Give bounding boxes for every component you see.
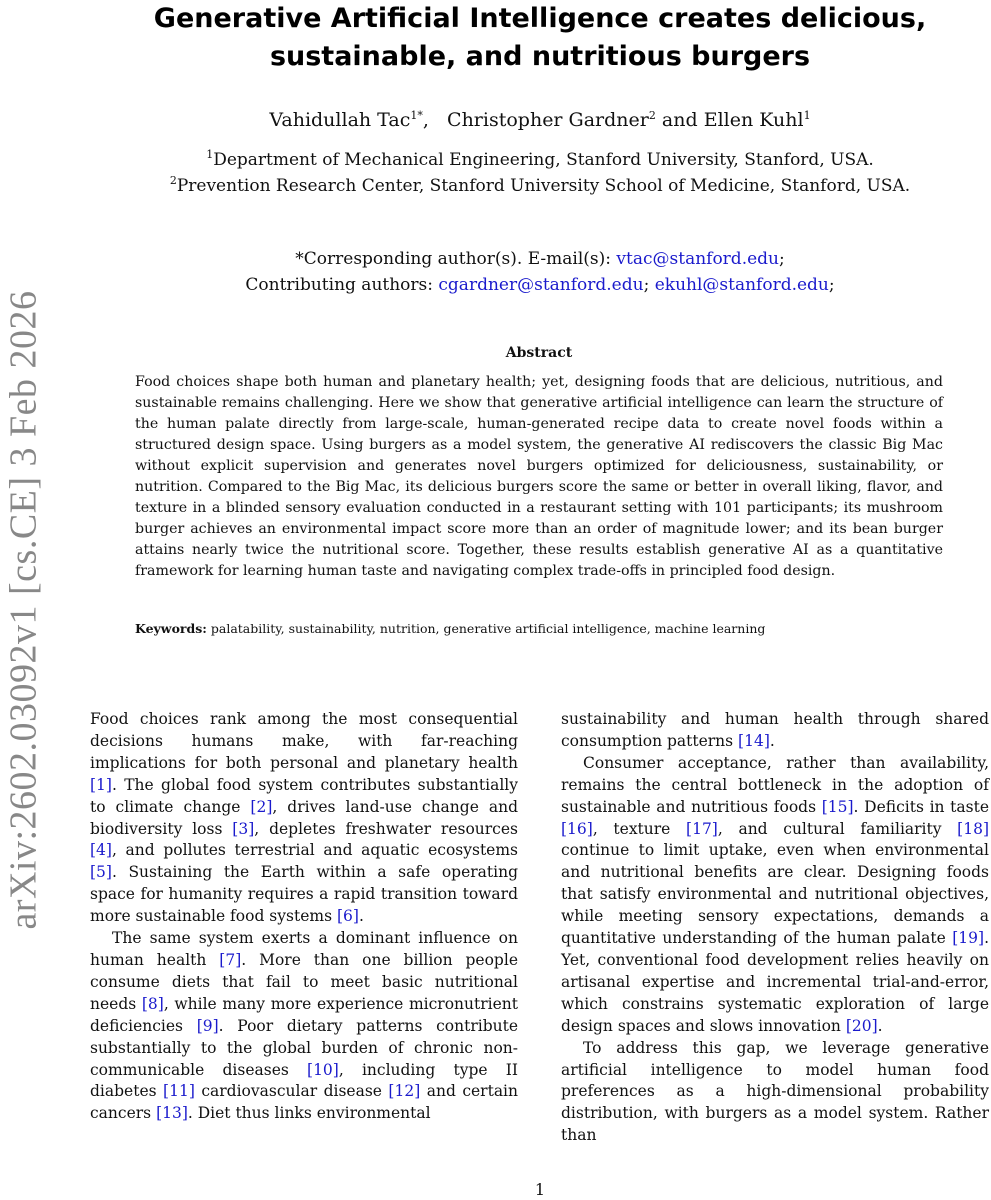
body-paragraph-1 <box>90 709 518 928</box>
corresponding-email-link[interactable]: vtac@stanford.edu <box>616 249 779 269</box>
contributing-email-link-1[interactable]: cgardner@stanford.edu <box>438 275 644 295</box>
body-text: Consumer acceptance, rather than availability, remains the central bottleneck in the adoption of sustainable and nutritious foods <box>561 753 989 816</box>
body-text: , and pollutes terrestrial and aquatic ecosystems <box>111 841 518 860</box>
title-line-2: sustainable, and nutritious burgers <box>269 41 811 72</box>
body-column-left <box>90 709 518 1125</box>
body-paragraph-2 <box>90 928 518 1125</box>
author-2-name: Christopher Gardner <box>447 109 649 131</box>
citation-link[interactable]: [13] <box>156 1104 188 1123</box>
author-conjunction: and <box>661 109 698 131</box>
author-3-name: Ellen Kuhl <box>703 109 804 131</box>
body-text: . Deficits in taste <box>853 797 990 816</box>
author-2-affiliation-mark: 2 <box>648 109 656 122</box>
body-text: . The global food system contributes substantially to climate change <box>90 775 518 816</box>
body-text: and certain cancers <box>90 1082 519 1123</box>
citation-link[interactable]: [14] <box>738 731 770 750</box>
body-text: , including type II diabetes <box>90 1060 518 1101</box>
citation-link[interactable]: [8] <box>141 994 164 1013</box>
body-text: To address this gap, we leverage generative artificial intelligence to model human food preferences as a high-dimensional probability distribution, with burgers as a model system. Rather than <box>561 1038 989 1145</box>
body-text: . Diet thus links environmental <box>187 1104 431 1123</box>
citation-link[interactable]: [11] <box>163 1082 195 1101</box>
body-text: continue to limit uptake, even when environmental and nutritional benefits are clear. Designing foods that satisfy environmental and nutritional objectives, while meeting sensory expectations, demands a quantitative understanding of the human palate <box>561 841 989 948</box>
affiliation-1-mark: 1 <box>206 148 214 161</box>
citation-link[interactable]: [9] <box>196 1016 219 1035</box>
paper-title <box>90 0 990 76</box>
keywords-label: Keywords: <box>135 621 207 636</box>
body-text: , while many more experience micronutrient deficiencies <box>90 994 518 1035</box>
body-text: cardiovascular disease <box>194 1082 389 1101</box>
author-3-affiliation-mark: 1 <box>803 109 811 122</box>
body-column-right <box>561 709 989 1147</box>
contributing-email-link-2[interactable]: ekuhl@stanford.edu <box>654 275 829 295</box>
body-text: sustainability and human health through shared consumption patterns <box>561 710 989 750</box>
citation-link[interactable]: [16] <box>561 819 593 838</box>
citation-link[interactable]: [7] <box>219 950 242 969</box>
citation-link[interactable]: [15] <box>821 797 854 816</box>
keywords-line <box>135 621 943 636</box>
body-text: . Poor dietary patterns contribute substantially to the global burden of chronic non-communicable diseases <box>90 1016 519 1079</box>
body-text: . <box>877 1016 883 1035</box>
corresponding-label: *Corresponding author(s). E-mail(s): <box>295 249 612 269</box>
citation-link[interactable]: [4] <box>90 841 112 860</box>
author-list <box>90 109 990 131</box>
email-separator: ; <box>643 275 650 295</box>
citation-link[interactable]: [6] <box>336 907 359 926</box>
body-paragraph-4 <box>561 1038 989 1148</box>
body-text: . More than one billion people consume diets that fail to meet basic nutritional needs <box>90 950 518 1013</box>
corresponding-author-line <box>90 249 990 269</box>
affiliation-1-text: Department of Mechanical Engineering, Stanford University, Stanford, USA. <box>213 150 874 170</box>
body-text: , depletes freshwater resources <box>254 819 518 838</box>
author-separator: , <box>422 109 429 131</box>
email-separator: ; <box>828 275 835 295</box>
abstract-heading: Abstract <box>505 345 573 361</box>
citation-link[interactable]: [1] <box>90 775 112 794</box>
body-paragraph-2-continued <box>561 709 989 753</box>
body-paragraph-3 <box>561 753 989 1038</box>
body-text: Food choices rank among the most consequential decisions humans make, with far-reaching implications for both personal and planetary health <box>90 710 518 772</box>
citation-link[interactable]: [18] <box>957 819 989 838</box>
arxiv-identifier <box>2 270 46 950</box>
citation-link[interactable]: [19] <box>952 929 985 948</box>
affiliation-2-mark: 2 <box>169 174 177 187</box>
body-text: , and cultural familiarity <box>717 819 958 838</box>
contributing-label: Contributing authors: <box>245 275 433 295</box>
keywords-text: palatability, sustainability, nutrition, generative artificial intelligence, machine learning <box>210 621 766 636</box>
abstract-body: Food choices shape both human and planetary health; yet, designing foods that are delicious, nutritious, and sustainable remains challenging. Here we show that generative artificial intelligence can learn the structure of the human palate directly from large-scale, human-generated recipe data to create novel foods within a structured design space. Using burgers as a model system, the generative AI rediscovers the classic Big Mac without explicit supervision and generates novel burgers optimized for deliciousness, sustainability, or nutrition. Compared to the Big Mac, its delicious burgers score the same or better in overall liking, flavor, and texture in a blinded sensory evaluation conducted in a restaurant setting with 101 participants; its mushroom burger achieves an environmental impact score more than an order of magnitude lower; and its bean burger attains nearly twice the nutritional score. Together, these results establish generative AI as a quantitative framework for learning human taste and navigating complex trade-offs in principled food design. <box>135 374 943 579</box>
citation-link[interactable]: [5] <box>90 863 112 882</box>
body-text: . <box>358 907 364 926</box>
title-line-1: Generative Artificial Intelligence creates delicious, <box>153 3 927 34</box>
citation-link[interactable]: [10] <box>307 1060 339 1079</box>
body-text: , texture <box>592 819 687 838</box>
citation-link[interactable]: [3] <box>232 819 255 838</box>
body-text: . Yet, conventional food development relies heavily on artisanal expertise and incremental trial-and-error, which constrains systematic exploration of large design spaces and slows innovation <box>561 929 989 1035</box>
affiliation-2 <box>90 176 990 196</box>
author-1-affiliation-mark: 1* <box>410 109 423 122</box>
affiliation-1 <box>90 150 990 170</box>
author-1-name: Vahidullah Tac <box>269 109 411 131</box>
body-text: The same system exerts a dominant influence on human health <box>90 929 518 969</box>
arxiv-identifier-text: arXiv:2602.03092v1 [cs.CE] 3 Feb 2026 <box>3 290 46 930</box>
citation-link[interactable]: [17] <box>686 819 718 838</box>
body-text: , drives land-use change and biodiversity loss <box>90 797 518 838</box>
citation-link[interactable]: [12] <box>388 1082 421 1101</box>
page-number: 1 <box>534 1180 546 1199</box>
citation-link[interactable]: [2] <box>250 797 273 816</box>
affiliation-2-text: Prevention Research Center, Stanford University School of Medicine, Stanford, USA. <box>176 176 911 196</box>
body-text: . <box>769 731 775 750</box>
citation-link[interactable]: [20] <box>845 1016 878 1035</box>
email-separator: ; <box>778 249 785 269</box>
contributing-authors-line <box>90 275 990 295</box>
body-text: . Sustaining the Earth within a safe operating space for humanity requires a rapid transition toward more sustainable food systems <box>90 863 518 926</box>
